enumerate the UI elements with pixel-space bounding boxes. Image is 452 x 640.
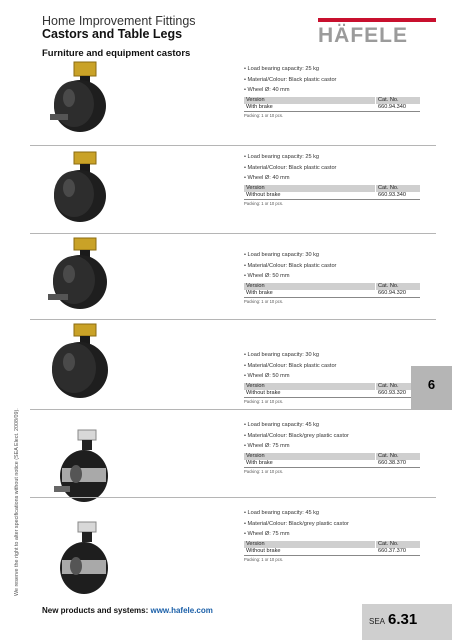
spec-material: • Material/Colour: Black plastic castor <box>244 76 337 83</box>
spec-material: • Material/Colour: Black plastic castor <box>244 164 337 171</box>
spec-material: • Material/Colour: Black plastic castor <box>244 362 337 369</box>
col-cat-header: Cat. No. <box>376 283 421 290</box>
packing-note: Packing: 1 or 10 pcs. <box>244 298 284 304</box>
product-block <box>30 498 436 594</box>
header-title: Home Improvement Fittings <box>42 14 196 28</box>
spec-wheel: • Wheel Ø: 50 mm <box>244 273 290 279</box>
side-note: We reserve the right to alter specifications without notice (SEA Elect. 2008/09). <box>14 408 20 596</box>
product-block <box>30 320 436 410</box>
spec-capacity: • Load bearing capacity: 30 kg <box>244 352 320 358</box>
page-number: 6.31 <box>388 611 418 628</box>
spec-material: • Material/Colour: Black/grey plastic castor <box>244 432 349 439</box>
product-block <box>30 234 436 320</box>
col-cat-header: Cat. No. <box>376 383 421 390</box>
col-version-header: Version <box>244 453 376 460</box>
spec-capacity: • Load bearing capacity: 45 kg <box>244 422 320 428</box>
spec-wheel: • Wheel Ø: 50 mm <box>244 373 290 379</box>
cat-no-cell: 660.37.370 <box>376 548 421 556</box>
product-specs <box>244 508 420 563</box>
cat-no-cell: 660.93.320 <box>376 390 421 398</box>
packing-note: Packing: 1 or 10 pcs. <box>244 398 284 404</box>
version-cell: With brake <box>244 104 376 112</box>
cat-no-cell: 660.93.340 <box>376 192 421 200</box>
col-cat-header: Cat. No. <box>376 185 421 192</box>
spec-table <box>244 453 420 468</box>
product-specs <box>244 250 420 305</box>
spec-table <box>244 541 420 556</box>
spec-wheel: • Wheel Ø: 75 mm <box>244 531 290 537</box>
spec-table <box>244 383 420 398</box>
chapter-tab <box>411 366 452 410</box>
packing-note: Packing: 1 or 10 pcs. <box>244 468 284 474</box>
version-cell: Without brake <box>244 548 376 556</box>
col-cat-header: Cat. No. <box>376 541 421 548</box>
section-title: Furniture and equipment castors <box>42 48 191 59</box>
product-specs <box>244 64 420 119</box>
spec-wheel: • Wheel Ø: 75 mm <box>244 443 290 449</box>
version-cell: Without brake <box>244 390 376 398</box>
spec-table <box>244 283 420 298</box>
col-cat-header: Cat. No. <box>376 453 421 460</box>
product-specs <box>244 152 420 207</box>
black-castor-icon <box>36 320 146 420</box>
product-block <box>30 146 436 234</box>
col-version-header: Version <box>244 97 376 104</box>
grey-castor-icon <box>36 498 146 598</box>
footer-prefix: New products and systems: <box>42 606 151 615</box>
spec-capacity: • Load bearing capacity: 45 kg <box>244 510 320 516</box>
footer-url-link[interactable]: www.hafele.com <box>150 606 213 615</box>
logo-text: HÄFELE <box>318 24 408 47</box>
product-block <box>30 60 436 146</box>
hafele-logo <box>318 18 436 46</box>
spec-table <box>244 185 420 200</box>
logo-bar <box>318 18 436 22</box>
col-version-header: Version <box>244 541 376 548</box>
spec-wheel: • Wheel Ø: 40 mm <box>244 87 290 93</box>
page-number-tab <box>362 604 452 640</box>
spec-material: • Material/Colour: Black/grey plastic castor <box>244 520 349 527</box>
spec-capacity: • Load bearing capacity: 25 kg <box>244 154 320 160</box>
product-specs <box>244 350 420 405</box>
footer-text <box>42 606 213 615</box>
region-label: SEA <box>369 617 386 626</box>
col-cat-header: Cat. No. <box>376 97 421 104</box>
spec-material: • Material/Colour: Black plastic castor <box>244 262 337 269</box>
black-castor-icon <box>36 146 146 246</box>
product-block <box>30 410 436 498</box>
packing-note: Packing: 1 or 10 pcs. <box>244 200 284 206</box>
cat-no-cell: 660.94.320 <box>376 290 421 298</box>
packing-note: Packing: 1 or 10 pcs. <box>244 556 284 562</box>
chapter-number: 6 <box>427 377 436 392</box>
cat-no-cell: 660.94.340 <box>376 104 421 112</box>
version-cell: With brake <box>244 290 376 298</box>
product-specs <box>244 420 420 475</box>
packing-note: Packing: 1 or 10 pcs. <box>244 112 284 118</box>
col-version-header: Version <box>244 185 376 192</box>
version-cell: With brake <box>244 460 376 468</box>
version-cell: Without brake <box>244 192 376 200</box>
header-subtitle: Castors and Table Legs <box>42 27 183 41</box>
spec-table <box>244 97 420 112</box>
spec-capacity: • Load bearing capacity: 30 kg <box>244 252 320 258</box>
cat-no-cell: 660.38.370 <box>376 460 421 468</box>
grey-castor-with-brake-icon <box>36 410 146 510</box>
spec-wheel: • Wheel Ø: 40 mm <box>244 175 290 181</box>
col-version-header: Version <box>244 283 376 290</box>
spec-capacity: • Load bearing capacity: 25 kg <box>244 66 320 72</box>
col-version-header: Version <box>244 383 376 390</box>
